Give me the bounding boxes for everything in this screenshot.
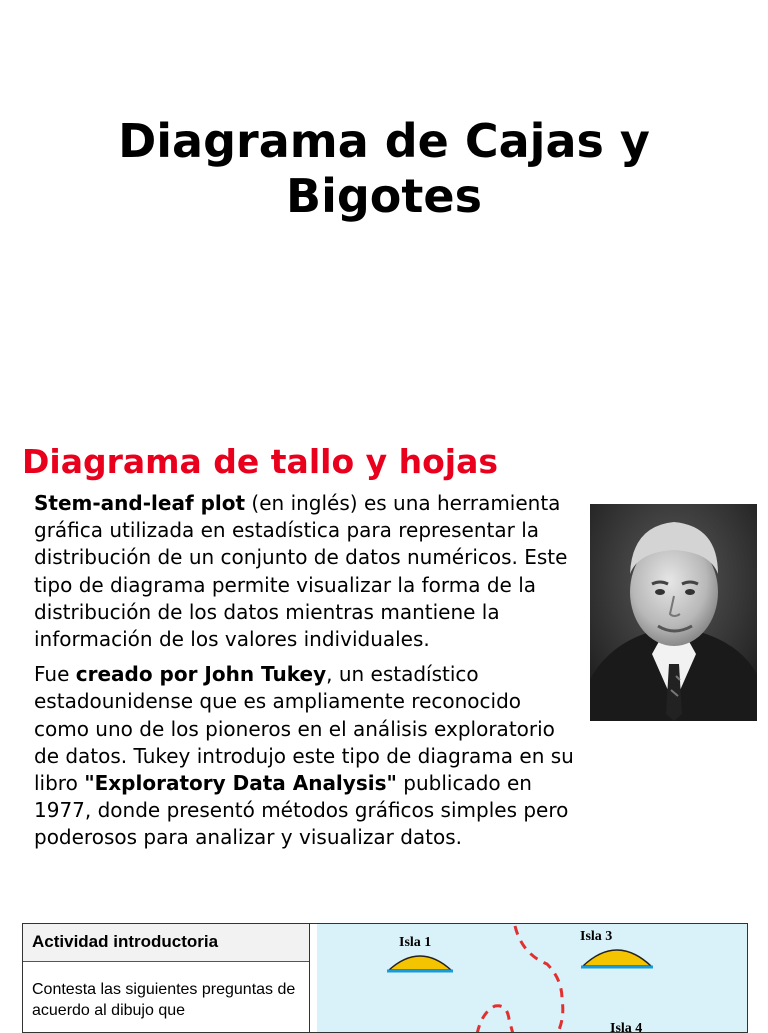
john-tukey-photo [590, 504, 757, 721]
paragraph-1-text: (en inglés) es una herramienta gráfica utilizada en estadística para representar la distribución de un conjunto de datos numéricos. Este tipo de diagrama permite visualizar la forma de la distribución de los datos mientras mantiene la información de los valores individuales. [34, 491, 568, 652]
island-3-label: Isla 3 [580, 929, 613, 944]
activity-text: Contesta las siguientes preguntas de acuerdo al dibujo que [32, 981, 296, 1019]
slide-title [0, 114, 768, 224]
paragraph-tukey [34, 661, 579, 851]
island-3 [580, 929, 653, 967]
island-4-label: Isla 4 [610, 1021, 643, 1033]
islands-drawing [317, 924, 748, 1033]
paragraph-2-text-b: , un estadístico estadounidense que es ampliamente reconocido como uno de los pioneros en el análisis exploratorio de datos. Tukey introdujo este tipo de diagrama en su libro [34, 662, 574, 796]
slide-title-line-1: Diagrama de Cajas y [118, 114, 650, 168]
term-stem-and-leaf: Stem-and-leaf plot [34, 491, 246, 515]
paragraph-stem-and-leaf [34, 490, 579, 653]
portrait-illustration [590, 504, 757, 721]
paragraph-2-text-c: publicado en 1977, donde presentó métodos gráficos simples pero poderosos para analizar y visualizar datos. [34, 771, 569, 850]
paragraph-2-text-a: Fue [34, 662, 76, 687]
section-heading: Diagrama de tallo y hojas [22, 442, 498, 481]
activity-panel [22, 923, 748, 1033]
activity-instructions [23, 924, 310, 1033]
dashed-route-2 [477, 1006, 513, 1033]
island-1 [387, 935, 453, 971]
tukey-credit: creado por John Tukey [75, 662, 327, 687]
islands-map [317, 924, 748, 1033]
slide-title-line-2: Bigotes [286, 169, 482, 223]
section-body [34, 490, 579, 852]
activity-header: Actividad introductoria [23, 924, 309, 962]
book-title: "Exploratory Data Analysis" [84, 771, 397, 796]
island-4 [610, 1021, 642, 1033]
island-1-label: Isla 1 [399, 935, 432, 950]
dashed-route-1 [515, 926, 563, 1033]
